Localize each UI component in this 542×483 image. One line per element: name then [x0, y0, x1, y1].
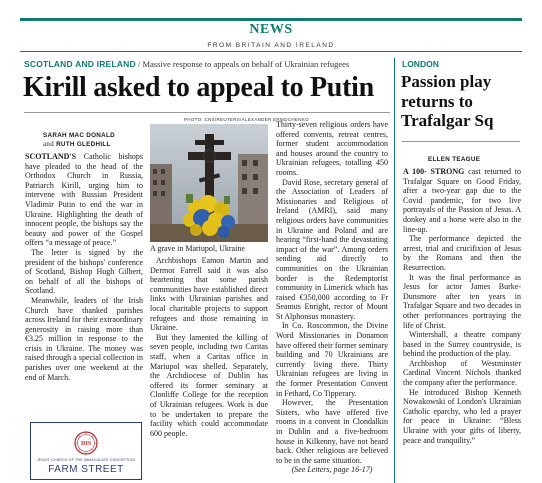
- main-deck: Massive response to appeals on behalf of Ukrainian refugees: [142, 59, 350, 69]
- article-paragraph: In Co. Roscommon, the Divine Word Missionaries in Donamon have offered their former seminary building and 70 Ukrainians are currently living there. Thirty Ukrainian refugees are living in the former Presentation Convent in Fethard, Co Tipperary.: [276, 321, 388, 398]
- main-headline: Kirill asked to appeal to Putin: [23, 72, 374, 103]
- side-headline: Passion play returns to Trafalgar Sq: [401, 72, 494, 130]
- article-paragraph: However, the Presentation Sisters, who have offered five rooms in a convent in Clondalkin in Dublin and a five-bedroom house in Kilkenny, have not heard back. Other religious are believed to be in the same situation.: [276, 398, 388, 465]
- see-letters-reference: (See Letters, page 16-17): [291, 465, 373, 475]
- side-kicker: LONDON: [402, 59, 439, 69]
- article-paragraph: A 100- STRONG cast returned to Trafalgar Square on Good Friday, after a two-year gap due to the Covid pandemic, for two live portrayals of the Passion of Jesus. A donkey and a horse were also in the line-up.: [403, 167, 521, 234]
- ihs-seal-icon: [74, 431, 98, 455]
- article-paragraph: It was the final performance as Jesus for actor James Burke-Dunsmore after ten years in Trafalgar Square and two decades in other performances portraying the life of Christ.: [403, 272, 521, 330]
- section-title: NEWS: [249, 22, 293, 37]
- section-subtitle: FROM BRITAIN AND IRELAND: [207, 42, 335, 49]
- section-top-rule: [20, 18, 522, 21]
- article-paragraph: Wintershall, a theatre company based in the Surrey countryside, is behind the production of the play.: [403, 330, 521, 359]
- article-paragraph: Thirty-seven religious orders have offered convents, retreat centres, former student accommodation and houses around the country to Ukrainian refugees, totalling 450 rooms.: [276, 120, 388, 177]
- article-paragraph: The letter is signed by the president of the bishops' conference of Scotland, Bishop Hugh Gilbert, on behalf of all the bishops of Scotland.: [25, 247, 143, 296]
- article-paragraph: He introduced Bishop Kenneth Nowakowski of London's Ukrainian Catholic eparchy, who led a prayer for peace in Ukraine: “Bless Ukraine with your gifts of liberty, peace and tranquility.”: [403, 387, 521, 445]
- kicker-separator: /: [137, 59, 141, 69]
- article-paragraph: David Rose, secretary general of the Association of Leaders of Missionaries and Religious of Ireland (AMRI), said many religious orders have communities in Ukraine and Poland and are hearing “first-hand the devastating impact of the war”. Among orders sending aid directly to communities on the Ukrainian border is the Redemptorist community in Limerick which has raised €350,000 according to Fr Seamus Enright, rector of Mount St Alphonsus monastery.: [276, 177, 388, 321]
- byline-author-2: RUTH GLEDHILL: [56, 141, 111, 148]
- main-kicker: SCOTLAND AND IRELAND: [24, 59, 136, 69]
- grave-photo: [150, 124, 268, 242]
- section-bottom-rule: [20, 51, 522, 52]
- grave-cross-image: [150, 124, 268, 242]
- article-paragraph: Archbishop of Westminster Cardinal Vincent Nichols thanked the company after the performance.: [403, 358, 521, 388]
- byline-author-1: SARAH MAC DONALD: [43, 132, 115, 139]
- main-kicker-line: [24, 59, 349, 69]
- byline-and: and: [43, 140, 55, 148]
- article-paragraph: SCOTLAND'S Catholic bishops have pleaded to the head of the Orthodox Church in Russia, Patriarch Kirill, urging him to intervene with Russian President Vladimir Putin to end the war in Ukraine. Highlighting the death of innocent people, the bishops say the beauty and power of the Gospel offers “a message of peace.”: [25, 152, 143, 248]
- article-column-3: [276, 120, 388, 475]
- headline-rule: [24, 112, 390, 113]
- side-byline: ELLEN TEAGUE: [428, 156, 481, 163]
- photo-credit: PHOTO: CNS/REUTERS/ALEXANDER ERMOCHENKO: [184, 117, 309, 122]
- advert-name: FARM STREET: [48, 464, 124, 475]
- side-lead-word: A 100- STRONG: [403, 167, 465, 176]
- side-article-column: [403, 167, 521, 445]
- article-paragraph: Archbishops Eamon Martin and Dermot Farrell said it was also heartening that some parish communities have established direct links with Ukrainian parishes and local charitable projects to support refugees and those remaining in Ukraine.: [150, 256, 268, 333]
- column-divider: [394, 58, 395, 483]
- article-column-2: [150, 256, 268, 438]
- advert-tagline: JESUIT CHURCH OF THE IMMACULATE CONCEPTION: [36, 458, 136, 462]
- photo-caption: A grave in Mariupol, Ukraine: [150, 244, 245, 253]
- svg-text:IHS: IHS: [80, 441, 92, 448]
- farm-street-advert[interactable]: [30, 422, 142, 480]
- byline: [43, 131, 143, 149]
- section-masthead: [0, 22, 542, 49]
- article-column-1: [25, 131, 143, 382]
- article-paragraph: The performance depicted the arrest, trial and crucifixion of Jesus by the Romans and then the Resurrection.: [403, 234, 521, 272]
- lead-word: SCOTLAND'S: [25, 152, 77, 161]
- article-paragraph: But they lamented the killing of seven people, including two Caritas staff, when a Caritas office in Mariupol was shelled. Separately, the Archdiocese of Dublin has offered its former seminary at Clonliffe College for the reception of Ukrainian refugees. Work is due to be undertaken to prepare the facility which could accommodate 600 people.: [150, 332, 268, 438]
- side-headline-rule: [402, 141, 520, 142]
- article-paragraph: Meanwhile, leaders of the Irish Church have thanked parishes across Ireland for their extraordinary generosity in raising more than €3.25 million in response to the crisis in Ukraine. The money was raised through a special collection in parishes over one weekend at the end of March.: [25, 295, 143, 382]
